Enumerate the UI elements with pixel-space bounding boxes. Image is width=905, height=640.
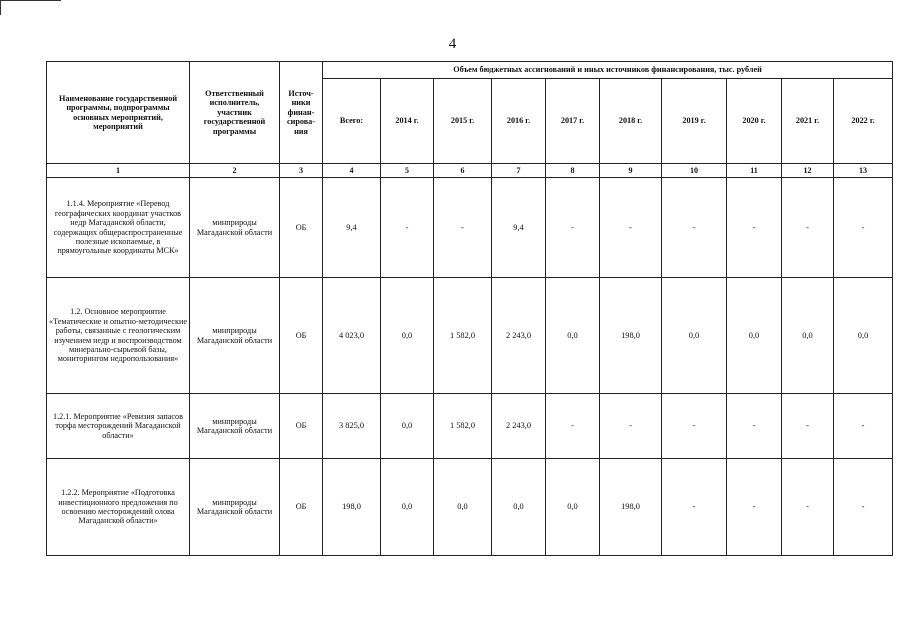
column-number: 5 bbox=[381, 164, 434, 178]
table-row bbox=[47, 394, 893, 459]
row-value-2022: - bbox=[834, 459, 893, 556]
row-value-2018: - bbox=[600, 178, 662, 278]
column-number: 8 bbox=[546, 164, 600, 178]
column-number: 12 bbox=[782, 164, 834, 178]
header-year-2020: 2020 г. bbox=[727, 79, 782, 164]
row-value-2022: - bbox=[834, 394, 893, 459]
column-number: 10 bbox=[662, 164, 727, 178]
row-value-2020: - bbox=[727, 459, 782, 556]
row-name: 1.1.4. Мероприятие «Перевод географических координат участков недр Магаданской области, содержащих общераспространенные полезные ископаемые, в прямоугольные координаты МСК» bbox=[47, 178, 190, 278]
row-executor: минприроды Магаданской области bbox=[190, 459, 280, 556]
column-number: 7 bbox=[492, 164, 546, 178]
row-value-2014: - bbox=[381, 178, 434, 278]
row-value-2016: 0,0 bbox=[492, 459, 546, 556]
column-number: 11 bbox=[727, 164, 782, 178]
row-source: ОБ bbox=[280, 459, 323, 556]
row-value-2015: 1 582,0 bbox=[434, 278, 492, 394]
table-row bbox=[47, 459, 893, 556]
table-row bbox=[47, 178, 893, 278]
column-number: 1 bbox=[47, 164, 190, 178]
row-value-2022: 0,0 bbox=[834, 278, 893, 394]
header-year-2021: 2021 г. bbox=[782, 79, 834, 164]
row-value-2020: - bbox=[727, 394, 782, 459]
row-value-2014: 0,0 bbox=[381, 278, 434, 394]
row-name: 1.2.2. Мероприятие «Подготовка инвестиционного предложения по освоению месторождений олова Магаданской области» bbox=[47, 459, 190, 556]
column-number: 6 bbox=[434, 164, 492, 178]
row-value-2018: 198,0 bbox=[600, 278, 662, 394]
row-value-2019: - bbox=[662, 178, 727, 278]
header-year-2017: 2017 г. bbox=[546, 79, 600, 164]
row-name: 1.2.1. Мероприятие «Ревизия запасов торфа месторождений Магаданской области» bbox=[47, 394, 190, 459]
row-source: ОБ bbox=[280, 394, 323, 459]
column-number: 2 bbox=[190, 164, 280, 178]
row-value-2016: 2 243,0 bbox=[492, 394, 546, 459]
row-total: 3 825,0 bbox=[323, 394, 381, 459]
scan-border-mark bbox=[0, 0, 61, 15]
row-value-2018: 198,0 bbox=[600, 459, 662, 556]
column-number: 13 bbox=[834, 164, 893, 178]
header-source: Источ-ники финан-сирова-ния bbox=[280, 62, 323, 164]
row-value-2015: - bbox=[434, 178, 492, 278]
row-value-2019: - bbox=[662, 459, 727, 556]
row-value-2021: - bbox=[782, 459, 834, 556]
header-year-2015: 2015 г. bbox=[434, 79, 492, 164]
column-number: 4 bbox=[323, 164, 381, 178]
header-total: Всего: bbox=[323, 79, 381, 164]
row-value-2015: 1 582,0 bbox=[434, 394, 492, 459]
row-value-2022: - bbox=[834, 178, 893, 278]
header-name: Наименование государственной программы, подпрограммы основных мероприятий, мероприятий bbox=[47, 62, 190, 164]
row-value-2014: 0,0 bbox=[381, 459, 434, 556]
column-number: 3 bbox=[280, 164, 323, 178]
row-executor: минприроды Магаданской области bbox=[190, 278, 280, 394]
header-year-2019: 2019 г. bbox=[662, 79, 727, 164]
header-row-top bbox=[47, 62, 893, 79]
row-value-2019: - bbox=[662, 394, 727, 459]
column-number: 9 bbox=[600, 164, 662, 178]
row-value-2021: 0,0 bbox=[782, 278, 834, 394]
row-value-2014: 0,0 bbox=[381, 394, 434, 459]
header-year-2022: 2022 г. bbox=[834, 79, 893, 164]
row-value-2020: - bbox=[727, 178, 782, 278]
row-value-2017: 0,0 bbox=[546, 278, 600, 394]
row-value-2015: 0,0 bbox=[434, 459, 492, 556]
row-source: ОБ bbox=[280, 178, 323, 278]
row-value-2019: 0,0 bbox=[662, 278, 727, 394]
header-year-2014: 2014 г. bbox=[381, 79, 434, 164]
row-value-2017: - bbox=[546, 394, 600, 459]
header-budget-group: Объем бюджетных ассигнований и иных источников финансирования, тыс. рублей bbox=[323, 62, 893, 79]
row-value-2020: 0,0 bbox=[727, 278, 782, 394]
page-number: 4 bbox=[448, 36, 457, 52]
row-value-2017: - bbox=[546, 178, 600, 278]
table-row bbox=[47, 278, 893, 394]
row-executor: минприроды Магаданской области bbox=[190, 394, 280, 459]
row-value-2021: - bbox=[782, 178, 834, 278]
row-source: ОБ bbox=[280, 278, 323, 394]
row-total: 9,4 bbox=[323, 178, 381, 278]
header-year-2016: 2016 г. bbox=[492, 79, 546, 164]
row-value-2016: 2 243,0 bbox=[492, 278, 546, 394]
row-executor: минприроды Магаданской области bbox=[190, 178, 280, 278]
row-value-2016: 9,4 bbox=[492, 178, 546, 278]
row-value-2017: 0,0 bbox=[546, 459, 600, 556]
header-year-2018: 2018 г. bbox=[600, 79, 662, 164]
row-total: 4 023,0 bbox=[323, 278, 381, 394]
budget-table bbox=[46, 61, 893, 556]
header-executor: Ответственный исполнитель, участник государственной программы bbox=[190, 62, 280, 164]
column-number-row bbox=[47, 164, 893, 178]
row-value-2021: - bbox=[782, 394, 834, 459]
row-value-2018: - bbox=[600, 394, 662, 459]
row-total: 198,0 bbox=[323, 459, 381, 556]
row-name: 1.2. Основное мероприятие «Тематические и опытно-методические работы, связанные с геологическим изучением недр и воспроизводством минерально-сырьевой базы, мониторингом недропользования» bbox=[47, 278, 190, 394]
